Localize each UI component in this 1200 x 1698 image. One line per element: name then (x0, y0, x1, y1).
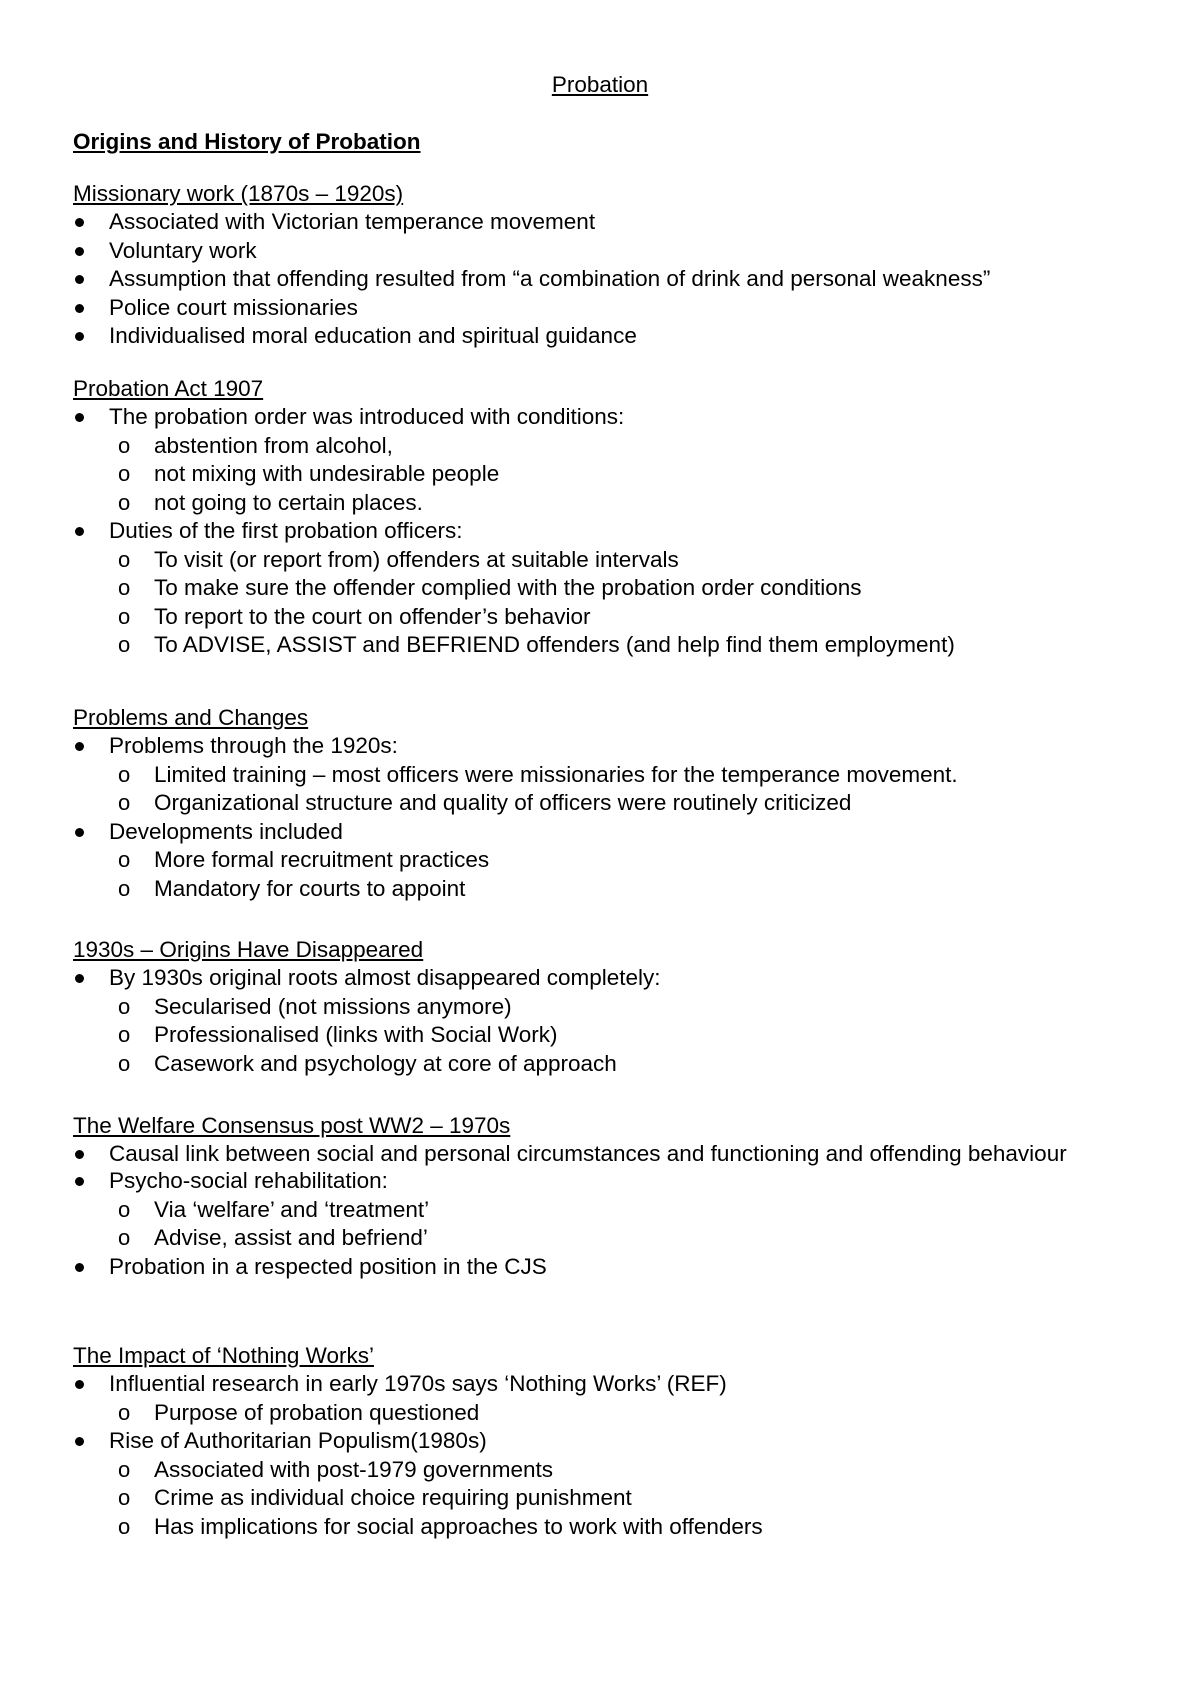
bullet-item (73, 1253, 1073, 1282)
bullet-text: Duties of the first probation officers: (109, 518, 463, 543)
sub-bullet-item (73, 761, 1073, 790)
circle-bullet-icon: o (118, 1050, 131, 1076)
bullet-text: By 1930s original roots almost disappeared completely: (109, 965, 661, 990)
sub-bullet-text: Casework and psychology at core of approach (154, 1050, 617, 1076)
bullet-text: Causal link between social and personal circumstances and functioning and offending behaviour (109, 1141, 1067, 1166)
sub-bullet-item (73, 1196, 1073, 1225)
sub-bullet-item (73, 1021, 1073, 1050)
main-heading: Origins and History of Probation (73, 129, 421, 154)
circle-bullet-icon: o (118, 632, 131, 657)
bullet-item (73, 322, 1073, 351)
section-problems-and-changes (73, 704, 1073, 903)
sub-bullet-text: Purpose of probation questioned (154, 1399, 480, 1425)
bullet-icon (75, 1150, 84, 1159)
bullet-item (73, 964, 1073, 993)
sub-bullet-text: abstention from alcohol, (154, 432, 393, 458)
bullet-item (73, 1140, 1069, 1167)
bullet-item (73, 818, 1073, 847)
circle-bullet-icon: o (118, 489, 131, 515)
bullet-icon (75, 247, 84, 256)
circle-bullet-icon: o (118, 546, 131, 572)
sub-bullet-item (73, 993, 1073, 1022)
sub-bullet-text: not mixing with undesirable people (154, 461, 500, 486)
sub-bullet-text: Professionalised (links with Social Work) (154, 1022, 558, 1047)
section-title: 1930s – Origins Have Disappeared (73, 937, 424, 962)
bullet-icon (75, 828, 84, 837)
sub-bullet-text: Secularised (not missions anymore) (154, 993, 512, 1019)
bullet-text: Psycho-social rehabilitation: (109, 1168, 388, 1193)
bullet-text: Developments included (109, 818, 343, 844)
sub-bullet-text: Advise, assist and befriend’ (154, 1225, 428, 1250)
bullet-item (73, 208, 1073, 237)
circle-bullet-icon: o (118, 1225, 131, 1250)
bullet-icon (75, 218, 84, 227)
section-missionary-work (73, 180, 1073, 351)
bullet-icon (75, 275, 84, 284)
bullet-text: Assumption that offending resulted from “a combination of drink and personal weakness” (109, 266, 991, 291)
bullet-icon (75, 1177, 84, 1186)
bullet-icon (75, 974, 84, 983)
sub-bullet-text: To make sure the offender complied with the probation order conditions (154, 575, 862, 600)
sub-bullet-text: Associated with post-1979 governments (154, 1456, 553, 1482)
circle-bullet-icon: o (118, 1022, 131, 1047)
bullet-item (73, 1427, 1073, 1456)
section-nothing-works (73, 1342, 1073, 1541)
sub-bullet-item (73, 1224, 1073, 1253)
section-1930s-origins (73, 936, 1073, 1078)
sub-bullet-item (73, 603, 1073, 632)
bullet-icon (75, 1380, 84, 1389)
bullet-icon (75, 304, 84, 313)
sub-bullet-text: More formal recruitment practices (154, 847, 490, 872)
bullet-text: Probation in a respected position in the CJS (109, 1253, 547, 1279)
bullet-icon (75, 1437, 84, 1446)
sub-bullet-item (73, 846, 1073, 875)
circle-bullet-icon: o (118, 1485, 131, 1510)
sub-bullet-item (73, 631, 1073, 660)
bullet-icon (75, 413, 84, 422)
sub-bullet-item (73, 1484, 1073, 1513)
sub-bullet-item (73, 1456, 1073, 1485)
section-title: The Impact of ‘Nothing Works’ (73, 1343, 374, 1368)
document-title: Probation (551, 72, 649, 97)
bullet-text: Individualised moral education and spiritual guidance (109, 323, 637, 348)
sub-bullet-text: not going to certain places. (154, 489, 423, 515)
bullet-icon (75, 332, 84, 341)
section-welfare-consensus (73, 1112, 1073, 1281)
circle-bullet-icon: o (118, 1399, 131, 1425)
sub-bullet-item (73, 875, 1073, 904)
circle-bullet-icon: o (118, 847, 131, 872)
sub-bullet-item (73, 1050, 1073, 1079)
bullet-icon (75, 527, 84, 536)
sub-bullet-text: Via ‘welfare’ and ‘treatment’ (154, 1196, 430, 1222)
bullet-item (73, 1370, 1073, 1399)
section-probation-act-1907 (73, 375, 1073, 660)
circle-bullet-icon: o (118, 603, 131, 629)
sub-bullet-text: Limited training – most officers were missionaries for the temperance movement. (154, 761, 958, 787)
circle-bullet-icon: o (118, 1196, 131, 1222)
bullet-item (73, 403, 1073, 432)
bullet-icon (75, 742, 84, 751)
bullet-text: Rise of Authoritarian Populism(1980s) (109, 1428, 487, 1453)
sub-bullet-item (73, 432, 1073, 461)
sub-bullet-item (73, 789, 1073, 818)
sub-bullet-text: Has implications for social approaches to work with offenders (154, 1513, 763, 1539)
circle-bullet-icon: o (118, 1456, 131, 1482)
circle-bullet-icon: o (118, 993, 131, 1019)
sub-bullet-text: To report to the court on offender’s behavior (154, 603, 591, 629)
bullet-item (73, 1167, 1073, 1196)
bullet-text: The probation order was introduced with conditions: (109, 404, 625, 429)
bullet-item (73, 517, 1073, 546)
bullet-text: Associated with Victorian temperance movement (109, 209, 596, 234)
bullet-item (73, 294, 1073, 323)
sub-bullet-text: Mandatory for courts to appoint (154, 875, 466, 901)
circle-bullet-icon: o (118, 761, 131, 787)
section-title: The Welfare Consensus post WW2 – 1970s (73, 1113, 511, 1138)
bullet-text: Police court missionaries (109, 294, 358, 320)
circle-bullet-icon: o (118, 1513, 131, 1539)
sub-bullet-item (73, 1513, 1073, 1542)
section-title: Problems and Changes (73, 705, 309, 730)
bullet-text: Problems through the 1920s: (109, 733, 398, 758)
circle-bullet-icon: o (118, 461, 131, 486)
bullet-text: Voluntary work (109, 237, 257, 263)
circle-bullet-icon: o (118, 875, 131, 901)
sub-bullet-text: Organizational structure and quality of officers were routinely criticized (154, 790, 852, 815)
circle-bullet-icon: o (118, 790, 131, 815)
sub-bullet-item (73, 546, 1073, 575)
bullet-item (73, 237, 1073, 266)
section-title: Probation Act 1907 (73, 376, 264, 401)
sub-bullet-text: To ADVISE, ASSIST and BEFRIEND offenders (and help find them employment) (154, 632, 955, 657)
sub-bullet-text: To visit (or report from) offenders at suitable intervals (154, 546, 679, 572)
bullet-item (73, 732, 1073, 761)
section-title: Missionary work (1870s – 1920s) (73, 181, 404, 206)
bullet-item (73, 265, 1073, 294)
sub-bullet-item (73, 1399, 1073, 1428)
circle-bullet-icon: o (118, 575, 131, 600)
circle-bullet-icon: o (118, 432, 131, 458)
sub-bullet-item (73, 489, 1073, 518)
sub-bullet-item (73, 460, 1073, 489)
sub-bullet-item (73, 574, 1073, 603)
bullet-icon (75, 1263, 84, 1272)
sub-bullet-text: Crime as individual choice requiring punishment (154, 1485, 632, 1510)
bullet-text: Influential research in early 1970s says ‘Nothing Works’ (REF) (109, 1371, 727, 1396)
